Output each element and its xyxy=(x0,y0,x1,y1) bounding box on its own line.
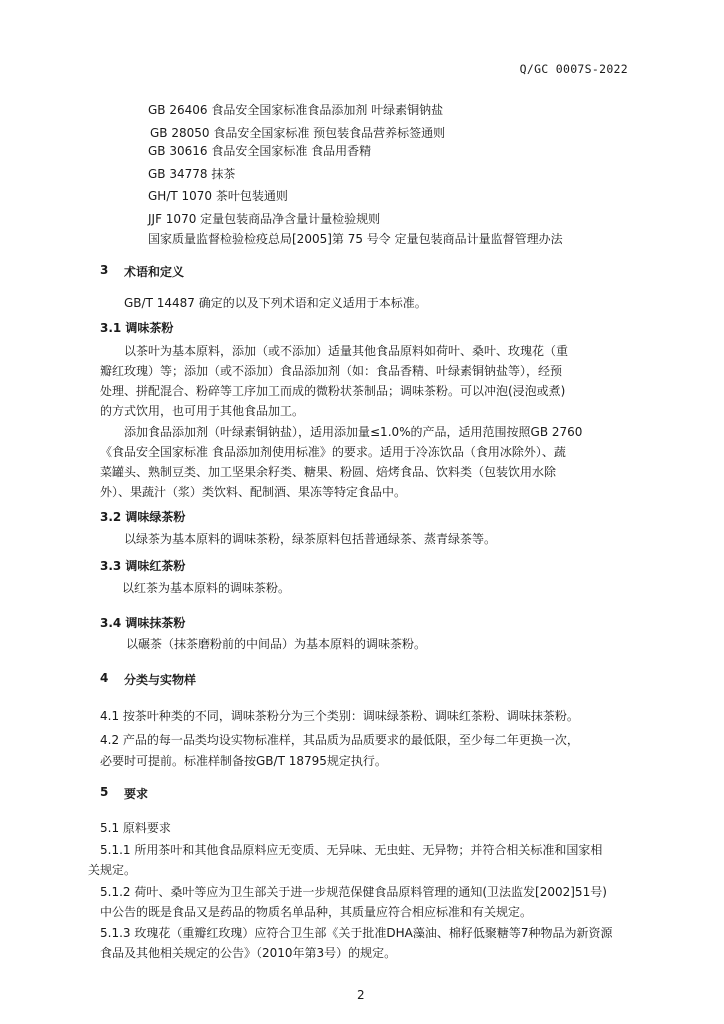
paragraph-line: 外）、果蔬汁（浆）类饮料、配制酒、果冻等特定食品中。 xyxy=(100,485,407,499)
reference-item: GB 28050 食品安全国家标准 预包装食品营养标签通则 xyxy=(150,126,446,140)
reference-item: GH/T 1070 茶叶包装通则 xyxy=(148,189,288,203)
section-3-number: 3 xyxy=(100,263,109,277)
reference-item: JJF 1070 定量包装商品净含量计量检验规则 xyxy=(148,212,381,226)
reference-item: GB 34778 抹茶 xyxy=(148,167,236,181)
section-3-4-text: 以碾茶（抹茶磨粉前的中间品）为基本原料的调味茶粉。 xyxy=(126,637,427,651)
section-3-2-text: 以绿茶为基本原料的调味茶粉，绿茶原料包括普通绿茶、蒸青绿茶等。 xyxy=(124,532,497,546)
section-3-3-heading: 3.3 调味红茶粉 xyxy=(100,559,186,573)
section-3-1-heading: 3.1 调味茶粉 xyxy=(100,321,174,335)
reference-item: 国家质量监督检验检疫总局[2005]第 75 号令 定量包装商品计量监督管理办法 xyxy=(148,232,563,246)
paragraph-line: 瓣红玫瑰）等；添加（或不添加）食品添加剂（如：食品香精、叶绿素铜钠盐等），经预 xyxy=(100,364,563,378)
reference-item: GB 26406 食品安全国家标准食品添加剂 叶绿素铜钠盐 xyxy=(148,103,444,117)
paragraph-line: 4.2 产品的每一品类均设实物标准样，其品质为品质要求的最低限，至少每二年更换一次， xyxy=(100,733,579,747)
paragraph-line: 《食品安全国家标准 食品添加剂使用标准》的要求。适用于冷冻饮品（食用冰除外）、蔬 xyxy=(100,445,566,459)
paragraph-line: 5.1.1 所用茶叶和其他食品原料应无变质、无异味、无虫蛀、无异物；并符合相关标准和国家相 xyxy=(100,843,603,857)
reference-item: GB 30616 食品安全国家标准 食品用香精 xyxy=(148,144,372,158)
section-3-3-text: 以红茶为基本原料的调味茶粉。 xyxy=(122,581,291,595)
paragraph-line: 的方式饮用，也可用于其他食品加工。 xyxy=(100,404,305,418)
paragraph-line: 必要时可提前。标准样制备按GB/T 18795规定执行。 xyxy=(100,754,387,768)
document-id: Q/GC 0007S-2022 xyxy=(519,62,628,76)
section-5-title: 要求 xyxy=(124,787,149,801)
paragraph-line: 5.1.3 玫瑰花（重瓣红玫瑰）应符合卫生部《关于批准DHA藻油、棉籽低聚糖等7种物品为新资源 xyxy=(100,926,613,940)
page-number: 2 xyxy=(357,988,365,1002)
paragraph-line: 菜罐头、熟制豆类、加工坚果余籽类、糖果、粉圆、焙烤食品、饮料类（包装饮用水除 xyxy=(100,465,557,479)
section-5-number: 5 xyxy=(100,785,109,799)
paragraph-line: 食品及其他相关规定的公告》（2010年第3号）的规定。 xyxy=(100,946,397,960)
section-4-number: 4 xyxy=(100,671,109,685)
paragraph-line: 以茶叶为基本原料，添加（或不添加）适量其他食品原料如荷叶、桑叶、玫瑰花（重 xyxy=(124,344,569,358)
section-3-intro: GB/T 14487 确定的以及下列术语和定义适用于本标准。 xyxy=(124,296,427,310)
section-3-2-heading: 3.2 调味绿茶粉 xyxy=(100,510,186,524)
paragraph-line: 处理、拼配混合、粉碎等工序加工而成的微粉状茶制品；调味茶粉。可以冲泡(浸泡或煮) xyxy=(100,384,566,398)
paragraph-line: 中公告的既是食品又是药品的物质名单品种，其质量应符合相应标准和有关规定。 xyxy=(100,905,533,919)
section-4-title: 分类与实物样 xyxy=(124,673,197,687)
section-3-4-heading: 3.4 调味抹茶粉 xyxy=(100,616,186,630)
paragraph-line: 关规定。 xyxy=(88,863,137,877)
paragraph-line: 5.1.2 荷叶、桑叶等应为卫生部关于进一步规范保健食品原料管理的通知(卫法监发[2002]51号) xyxy=(100,885,607,899)
section-4-1-text: 4.1 按茶叶种类的不同，调味茶粉分为三个类别：调味绿茶粉、调味红茶粉、调味抹茶粉。 xyxy=(100,709,579,723)
section-5-1-heading: 5.1 原料要求 xyxy=(100,821,171,835)
section-3-title: 术语和定义 xyxy=(124,265,185,279)
paragraph-line: 添加食品添加剂（叶绿素铜钠盐），适用添加量≤1.0%的产品，适用范围按照GB 2760 xyxy=(124,425,583,439)
